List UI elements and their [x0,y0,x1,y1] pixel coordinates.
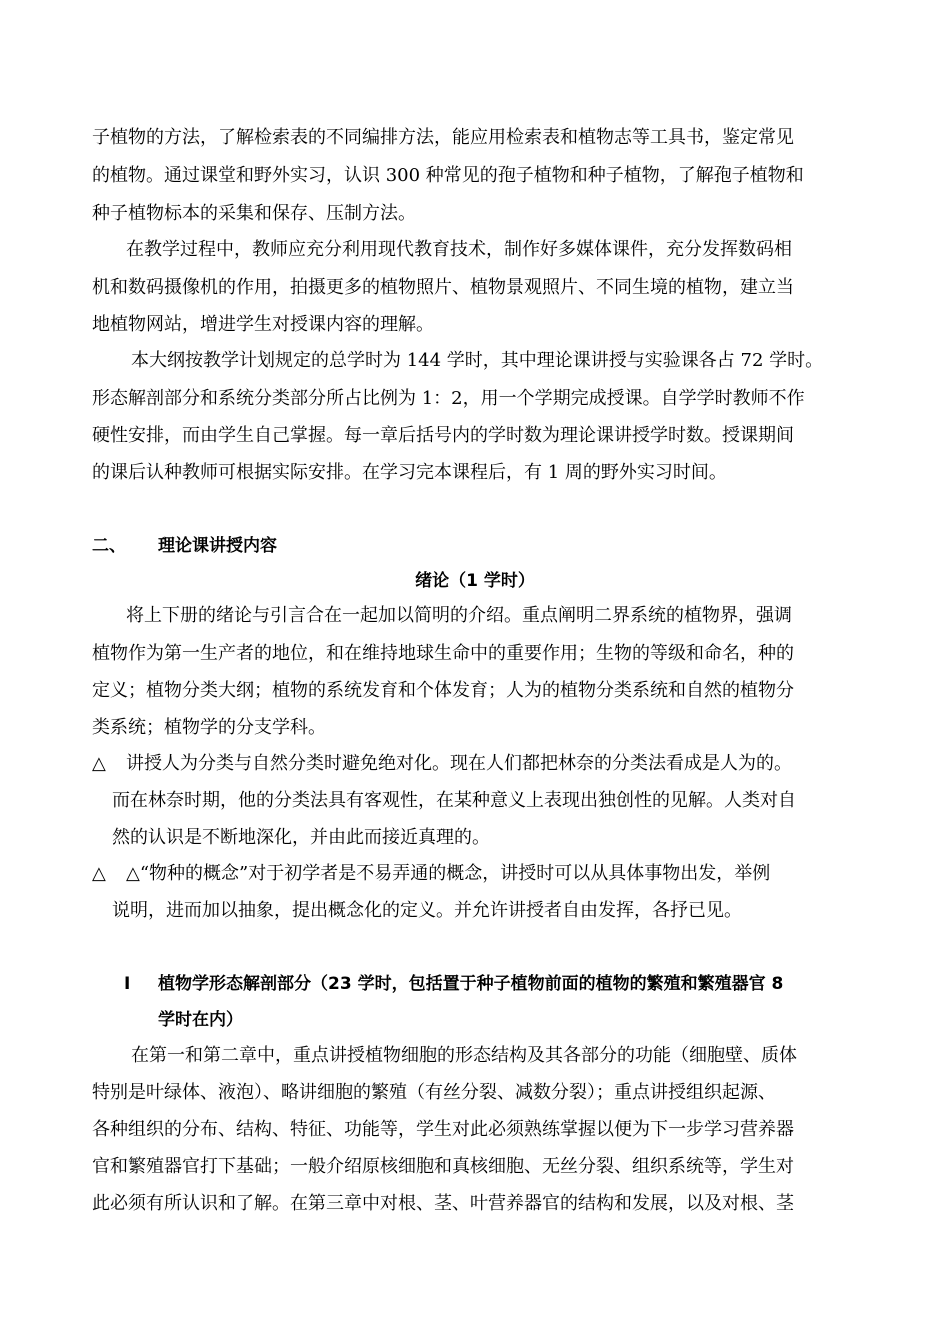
bullet-line: △“物种的概念”对于初学者是不易弄通的概念，讲授时可以从具体事物出发，举例 [126,863,771,884]
bullet-line: 说明，进而加以抽象，提出概念化的定义。并允许讲授者自由发挥，各抒已见。 [112,900,742,921]
paragraph-line: 本大纲按教学计划规定的总学时为 144 学时，其中理论课讲授与实验课各占 72 学时。 [131,350,824,371]
paragraph-line: 定义；植物分类大纲；植物的系统发育和个体发育；人为的植物分类系统和自然的植物分 [92,680,794,701]
triangle-bullet-icon: △ [92,863,106,884]
triangle-bullet-icon: △ [92,753,106,774]
section-title: 理论课讲授内容 [158,536,277,556]
part-title: 植物学形态解剖部分（23 学时，包括置于种子植物前面的植物的繁殖和繁殖器官 8 [158,974,784,994]
paragraph-line: 种子植物标本的采集和保存、压制方法。 [92,203,416,224]
paragraph-line: 植物作为第一生产者的地位，和在维持地球生命中的重要作用；生物的等级和命名，种的 [92,643,794,664]
bullet-line: 然的认识是不断地深化，并由此而接近真理的。 [112,827,490,848]
paragraph-line: 地植物网站，增进学生对授课内容的理解。 [92,314,434,335]
paragraph-line: 类系统；植物学的分支学科。 [92,717,326,738]
bullet-line: 讲授人为分类与自然分类时避免绝对化。现在人们都把林奈的分类法看成是人为的。 [126,753,792,774]
paragraph-line: 此必须有所认识和了解。在第三章中对根、茎、叶营养器官的结构和发展，以及对根、茎 [92,1193,794,1214]
chapter-heading: 绪论（1 学时） [415,571,535,591]
paragraph-line: 形态解剖部分和系统分类部分所占比例为 1：2，用一个学期完成授课。自学学时教师不作 [92,388,805,409]
paragraph-line: 机和数码摄像机的作用，拍摄更多的植物照片、植物景观照片、不同生境的植物，建立当 [92,277,794,298]
paragraph-line: 在教学过程中，教师应充分利用现代教育技术，制作好多媒体课件，充分发挥数码相 [126,239,792,260]
paragraph-line: 官和繁殖器官打下基础；一般介绍原核细胞和真核细胞、无丝分裂、组织系统等，学生对 [92,1156,794,1177]
paragraph-line: 子植物的方法，了解检索表的不同编排方法，能应用检索表和植物志等工具书，鉴定常见 [92,127,794,148]
part-number: I [124,974,131,994]
paragraph-line: 的课后认种教师可根据实际安排。在学习完本课程后，有 1 周的野外实习时间。 [92,462,727,483]
paragraph-line: 的植物。通过课堂和野外实习，认识 300 种常见的孢子植物和种子植物，了解孢子植物和 [92,165,804,186]
section-number: 二、 [92,536,126,556]
part-title: 学时在内） [158,1010,243,1030]
paragraph-line: 在第一和第二章中，重点讲授植物细胞的形态结构及其各部分的功能（细胞壁、质体 [131,1045,797,1066]
paragraph-line: 特别是叶绿体、液泡）、略讲细胞的繁殖（有丝分裂、减数分裂）；重点讲授组织起源、 [92,1082,776,1103]
bullet-line: 而在林奈时期，他的分类法具有客观性，在某种意义上表现出独创性的见解。人类对自 [112,790,796,811]
paragraph-line: 将上下册的绪论与引言合在一起加以简明的介绍。重点阐明二界系统的植物界，强调 [126,605,792,626]
paragraph-line: 各种组织的分布、结构、特征、功能等，学生对此必须熟练掌握以便为下一步学习营养器 [92,1119,794,1140]
paragraph-line: 硬性安排，而由学生自己掌握。每一章后括号内的学时数为理论课讲授学时数。授课期间 [92,425,794,446]
